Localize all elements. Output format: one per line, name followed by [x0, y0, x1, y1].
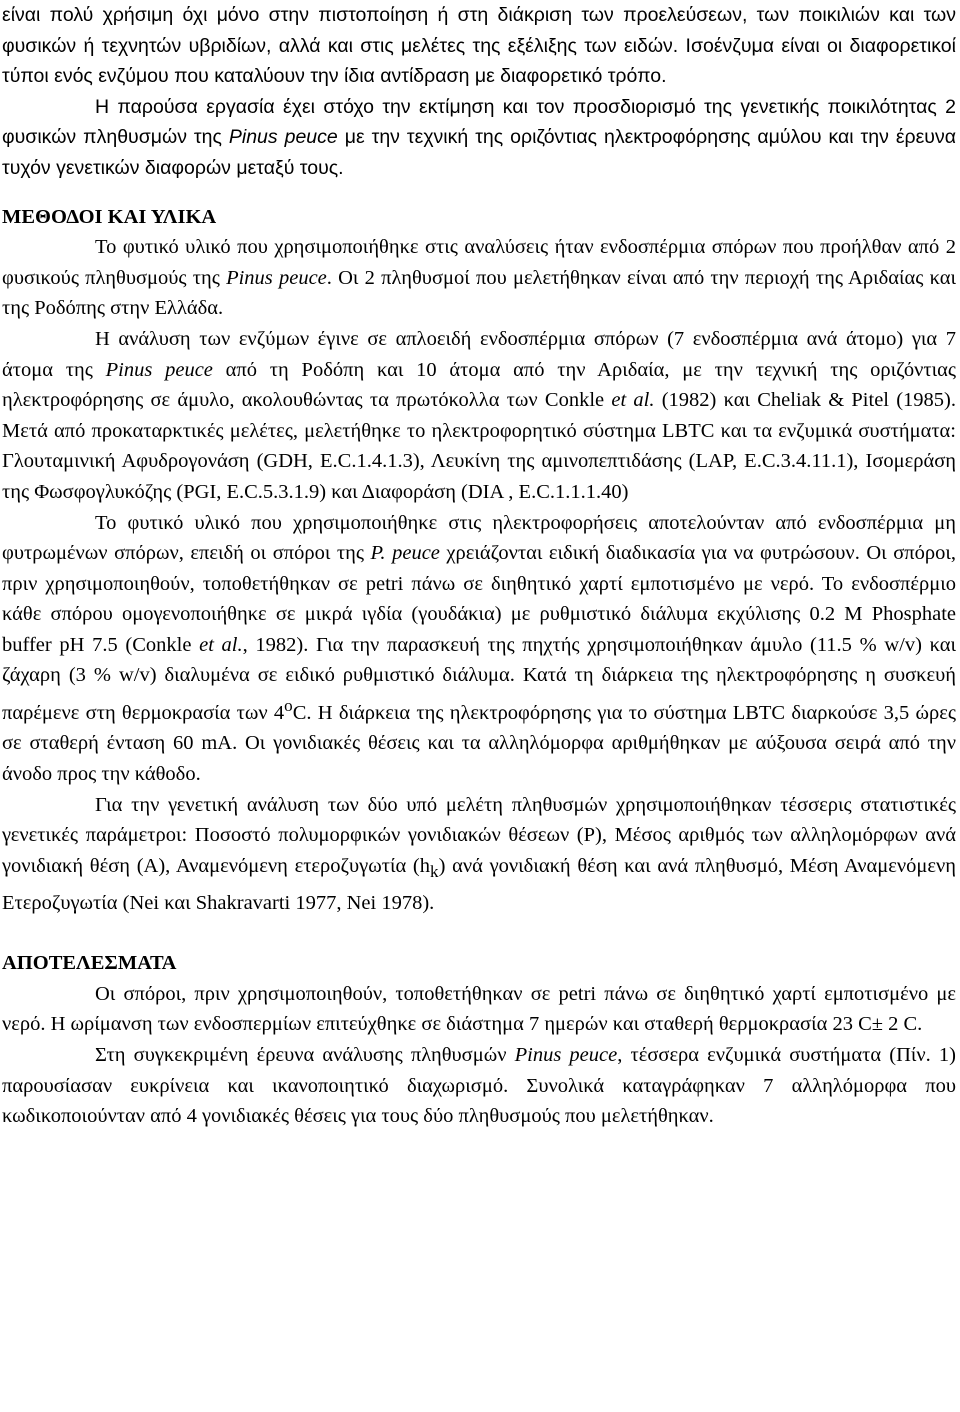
citation-et-al: et al.	[199, 633, 243, 656]
methods-3-text-3: , 1982). Για την παρασκευή της πηχτής χρησιμοποιήθηκαν άμυλο (11.5 % w/v) και ζάχαρη (3 % w/v) διαλυμένα σε ειδικό ρυθμιστικό διάλυμα. Κατά τη διάρκεια της ηλεκτροφόρησης η συσκευή παρέμενε στη θερμοκρασία των 4	[2, 633, 956, 724]
methods-4-text-1: Για την γενετική ανάλυση των δύο υπό μελέτη πληθυσμών χρησιμοποιήθηκαν τέσσερις στατιστικές γενετικές παράμετροι: Ποσοστό πολυμορφικών γονιδιακών θέσεων (P), Μέσος αριθμός των αλληλομόρφων ανά γονιδιακή θέση (A), Αναμενόμενη ετεροζυγωτία (h	[2, 793, 956, 877]
methods-2-text-2: από τη Ροδόπη και 10 άτομα από την Αριδαία, με την τεχνική της οριζόντιας ηλεκτροφόρησης σε άμυλο, ακολουθώντας τα πρωτόκολλα των Conkle	[2, 358, 956, 412]
species-name: Pinus peuce	[105, 358, 213, 381]
heterozygosity-subscript: k	[430, 861, 439, 881]
methods-paragraph-2	[2, 324, 956, 508]
aim-paragraph	[2, 92, 956, 184]
methods-paragraph-4	[2, 790, 956, 918]
results-paragraph-2	[2, 1040, 956, 1132]
methods-4-text-2: ) ανά γονιδιακή θέση και ανά πληθυσμό, Μέση Αναμενόμενη Ετεροζυγωτία (Nei και Shakravarti 1977, Nei 1978).	[2, 854, 957, 914]
spacer	[2, 918, 956, 948]
citation-et-al: et al.	[611, 389, 655, 412]
methods-paragraph-1	[2, 232, 956, 324]
species-name: Pinus peuce	[226, 266, 327, 289]
results-2-text-2: , τέσσερα ενζυμικά συστήματα (Πίν. 1) παρουσίασαν ευκρίνεια και ικανοποιητικό διαχωρισμό. Συνολικά καταγράφηκαν 7 αλληλόμορφα που κωδικοποιούνταν από 4 γονιδιακές θέσεις για τους δύο πληθυσμούς που μελετήθηκαν.	[2, 1043, 956, 1128]
methods-heading: ΜΕΘΟΔΟΙ ΚΑΙ ΥΛΙΚΑ	[2, 205, 217, 228]
intro-paragraph-continued	[2, 0, 956, 92]
methods-2-text-1: Η ανάλυση των ενζύμων έγινε σε απλοειδή ενδοσπέρμια σπόρων (7 ενδοσπέρμια ανά άτομο) για 7 άτομα της	[2, 327, 956, 381]
methods-1-text-2: . Οι 2 πληθυσμοί που μελετήθηκαν είναι από την περιοχή της Αριδαίας και της Ροδόπης στην Ελλάδα.	[2, 266, 956, 320]
species-name: P. peuce	[370, 542, 440, 565]
aim-text-1: Η παρούσα εργασία έχει στόχο την εκτίμηση και τον προσδιορισμό της γενετικής ποικιλότητας 2 φυσικών πληθυσμών της	[2, 95, 956, 149]
species-name: Pinus peuce	[514, 1043, 618, 1066]
results-paragraph-1	[2, 979, 956, 1040]
aim-text-2: με την τεχνική της οριζόντιας ηλεκτροφόρησης αμύλου και την έρευνα τυχόν γενετικών διαφορών μεταξύ τους.	[2, 126, 956, 179]
methods-paragraph-3	[2, 508, 956, 790]
spacer	[2, 184, 956, 202]
intro-paragraph-text: είναι πολύ χρήσιμη όχι μόνο στην πιστοποίηση ή στη διάκριση των προελεύσεων, των ποικιλιών και των φυσικών ή τεχνητών υβριδίων, αλλά και στις μελέτες της εξέλιξης των ειδών. Ισοένζυμα είναι οι διαφορετικοί τύποι ενός ενζύμου που καταλύουν την ίδια αντίδραση με διαφορετικό τρόπο.	[2, 4, 956, 88]
methods-3-text-4: C. Η διάρκεια της ηλεκτροφόρησης για το σύστημα LBTC διαρκούσε 3,5 ώρες σε σταθερή ένταση 60 mA. Οι γονιδιακές θέσεις και τα αλληλόμορφα αριθμήθηκαν με αύξουσα σειρά από την άνοδο προς την κάθοδο.	[2, 701, 956, 786]
results-1-text: Οι σπόροι, πριν χρησιμοποιηθούν, τοποθετήθηκαν σε petri πάνω σε διηθητικό χαρτί εμποτισμένο με νερό. Η ωρίμανση των ενδοσπερμίων επιτεύχθηκε σε διάστημα 7 ημερών και σταθερή θερμοκρασία 23 C± 2 C.	[2, 982, 956, 1036]
results-heading: ΑΠΟΤΕΛΕΣΜΑΤΑ	[2, 952, 177, 975]
degree-superscript: o	[284, 696, 293, 716]
results-2-text-1: Στη συγκεκριμένη έρευνα ανάλυσης πληθυσμών	[95, 1043, 515, 1066]
methods-1-text-1: Το φυτικό υλικό που χρησιμοποιήθηκε στις αναλύσεις ήταν ενδοσπέρμια σπόρων που προήλθαν από 2 φυσικούς πληθυσμούς της	[2, 236, 956, 289]
methods-2-text-3: (1982) και Cheliak & Pitel (1985). Μετά από προκαταρκτικές μελέτες, μελετήθηκε το ηλεκτροφορητικό σύστημα LBTC και τα ενζυμικά συστήματα: Γλουταμινική Αφυδρογονάση (GDH, E.C.1.4.1.3), Λευκίνη της αμινοπεπτιδάσης (LAP, E.C.3.4.11.1), Ισομεράση της Φωσφογλυκόζης (PGI, E.C.5.3.1.9) και Διαφοράση (DIA , E.C.1.1.1.40)	[2, 389, 956, 503]
species-name: Pinus peuce	[228, 126, 338, 149]
methods-3-text-2: χρειάζονται ειδική διαδικασία για να φυτρώσουν. Οι σπόροι, πριν χρησιμοποιηθούν, τοποθετήθηκαν σε petri πάνω σε διηθητικό χαρτί εμποτισμένο με νερό. Το ενδοσπέρμιο κάθε σπόρου ομογενοποιήθηκε σε μικρά ιγδία (γουδάκια) με ρυθμιστικό διάλυμα εκχύλισης 0.2 M Phosphate buffer pH 7.5 (Conkle	[2, 542, 956, 656]
methods-3-text-1: Το φυτικό υλικό που χρησιμοποιήθηκε στις ηλεκτροφορήσεις αποτελούνταν από ενδοσπέρμια μη φυτρωμένων σπόρων, επειδή οι σπόροι της	[2, 511, 956, 565]
